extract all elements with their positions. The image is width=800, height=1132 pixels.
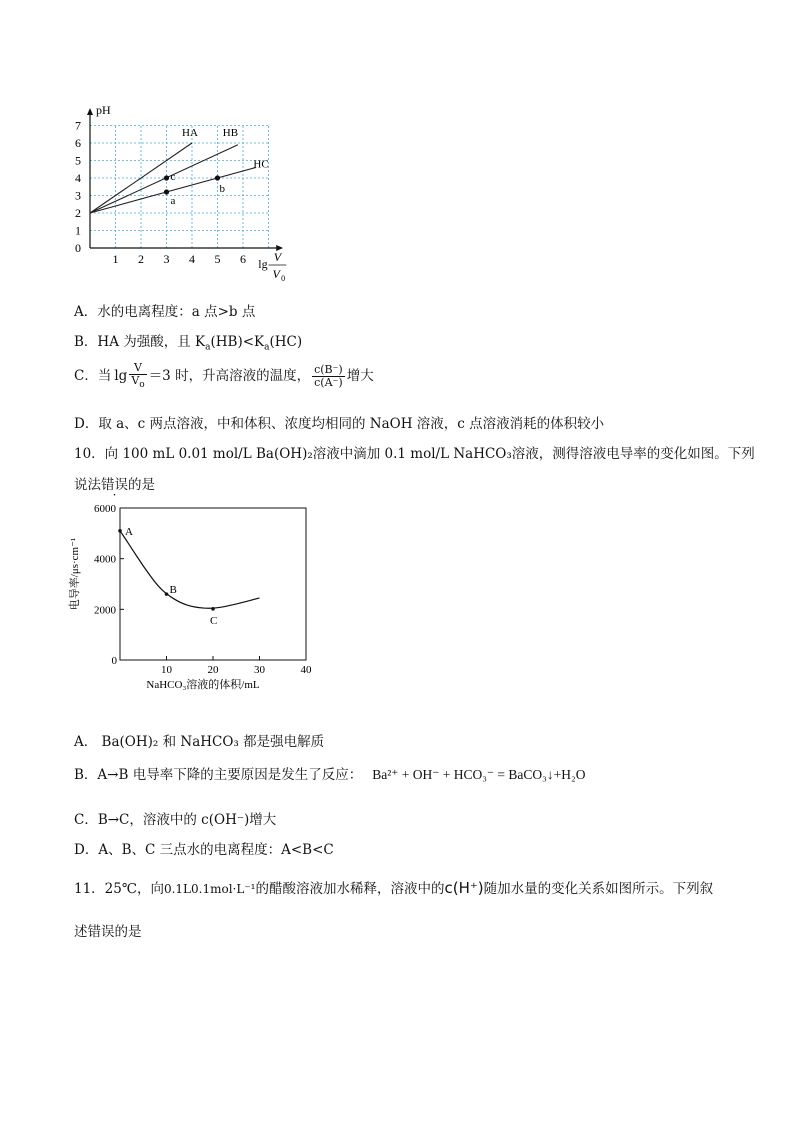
q9-b-text-1: B．HA 为强酸，且 K (74, 334, 206, 350)
point-label-a: a (170, 195, 176, 207)
y-tick-label: 2000 (94, 604, 116, 617)
q9-c-frac-den: c(A⁻) (314, 376, 343, 390)
q10-option-a: A． Ba(OH)₂ 和 NaHCO₃ 都是强电解质 (74, 734, 325, 750)
q9-b-sub-2: a (264, 342, 270, 353)
q10-option-c: C．B→C，溶液中的 c(OH⁻)增大 (74, 812, 277, 828)
q10-b-equation: Ba²⁺ + OH⁻ + HCO₃⁻ = BaCO₃↓+H₂O (372, 767, 586, 782)
x-axis-label-lg: lg (258, 257, 268, 271)
y-tick-label: 4 (75, 171, 81, 185)
q9-option-d: D．取 a、c 两点溶液，中和体积、浓度均相同的 NaOH 溶液，c 点溶液消耗的体积较小 (74, 416, 605, 432)
q10-option-d: D．A、B、C 三点水的电离程度：A<B<C (74, 842, 334, 858)
series-label-ha: HA (182, 127, 198, 139)
q9-option-a: A．水的电离程度：a 点>b 点 (74, 304, 256, 320)
y-tick-label: 6 (75, 136, 81, 150)
q9-c-fraction-v (129, 362, 146, 391)
ph-dilution-chart (60, 88, 290, 288)
q10-stem-line2 (74, 473, 155, 493)
q11-text-3: 随加水量的变化关系如图所示。下列叙 (483, 881, 714, 897)
point-c (164, 175, 169, 180)
y-tick-label: 2 (75, 206, 81, 220)
x-tick-label: 30 (254, 664, 265, 676)
series-label-hc: HC (253, 158, 269, 171)
q9-b-sub-1: a (205, 342, 211, 353)
conductivity-curve (120, 531, 260, 608)
point-label-c: c (170, 171, 176, 183)
q9-c-frac-num: c(B⁻) (314, 363, 343, 377)
x-tick-label: 5 (214, 252, 221, 266)
q9-c-lg: lg (114, 368, 128, 385)
q11-text-2: 的醋酸溶液加水稀释，溶液中的 (255, 881, 445, 897)
q11-stem-line2: 述错误的是 (74, 924, 142, 940)
y-tick-label: 3 (75, 188, 81, 203)
conductivity-chart (60, 498, 330, 698)
q10-stem-text-1: 说法 (74, 477, 101, 493)
y-tick-label: 1 (75, 223, 81, 238)
x-axis-label-den-sub: 0 (281, 274, 286, 283)
y-tick-label: 7 (75, 118, 81, 133)
series-label-hb: HB (222, 127, 239, 139)
q9-c-text-1: C．当 (74, 368, 112, 385)
q9-c-den-sub: o (139, 380, 145, 391)
point-c (211, 607, 215, 611)
x-tick-label: 10 (161, 664, 172, 676)
q11-h-concentration: c(H⁺) (444, 879, 484, 897)
q10-b-text: B．A→B 电导率下降的主要原因是发生了反应： (74, 767, 363, 783)
x-axis-label-den: V (272, 267, 280, 281)
q9-c-text-2: ＝3 时，升高溶液的温度， (148, 368, 311, 385)
y-axis-arrow (87, 108, 93, 115)
x-tick-label: 3 (163, 252, 170, 266)
x-tick-label: 6 (240, 252, 246, 266)
q9-c-num: V (129, 362, 146, 375)
x-axis-label: NaHCO₃溶液的体积/mL (146, 679, 260, 691)
q10-stem-line1: 10．向 100 mL 0.01 mol/L Ba(OH)₂溶液中滴加 0.1 mol/L NaHCO₃溶液，测得溶液电导率的变化如图。下列 (74, 446, 755, 462)
q10-stem-text-2: 的是 (128, 477, 155, 493)
point-a (164, 189, 169, 194)
plot-frame (120, 508, 306, 660)
y-tick-label: 4000 (94, 553, 116, 566)
q9-b-text-2: (HB)<K (210, 334, 265, 350)
y-axis-label: pH (96, 103, 111, 117)
q10-option-b (74, 763, 585, 783)
x-tick-label: 2 (138, 252, 144, 266)
x-tick-label: 4 (189, 252, 195, 266)
point-b (165, 592, 169, 596)
point-label-c: C (210, 614, 218, 627)
point-label-b: b (219, 183, 225, 195)
point-label-b: B (169, 584, 177, 597)
point-b (215, 175, 220, 180)
point-label-a: A (125, 525, 133, 538)
q11-text-1: 11．25℃，向 (74, 881, 164, 897)
point-a (118, 529, 122, 533)
q9-option-c (74, 362, 374, 391)
q9-b-text-3: (HC) (269, 334, 303, 350)
q9-c-text-3: 增大 (346, 368, 374, 385)
x-axis-label-num: V (273, 250, 282, 264)
y-tick-label: 6000 (94, 503, 116, 515)
y-axis-label: 电导率/μs·cm⁻¹ (69, 537, 81, 611)
q9-option-b (74, 330, 302, 353)
q11-concentration: 0.1L0.1mol·L⁻¹ (163, 882, 256, 896)
x-tick-label: 40 (300, 664, 312, 676)
y-tick-label: 0 (75, 241, 81, 255)
q9-c-den: V (131, 374, 140, 387)
q11-stem-line1 (74, 877, 713, 897)
y-tick-label: 5 (75, 153, 81, 168)
x-tick-label: 20 (207, 664, 219, 676)
x-tick-label: 1 (112, 252, 119, 266)
q9-c-fraction-c (312, 364, 345, 389)
q10-stem-emphasis: 错误 (101, 477, 128, 493)
origin-label: 0 (111, 655, 117, 667)
